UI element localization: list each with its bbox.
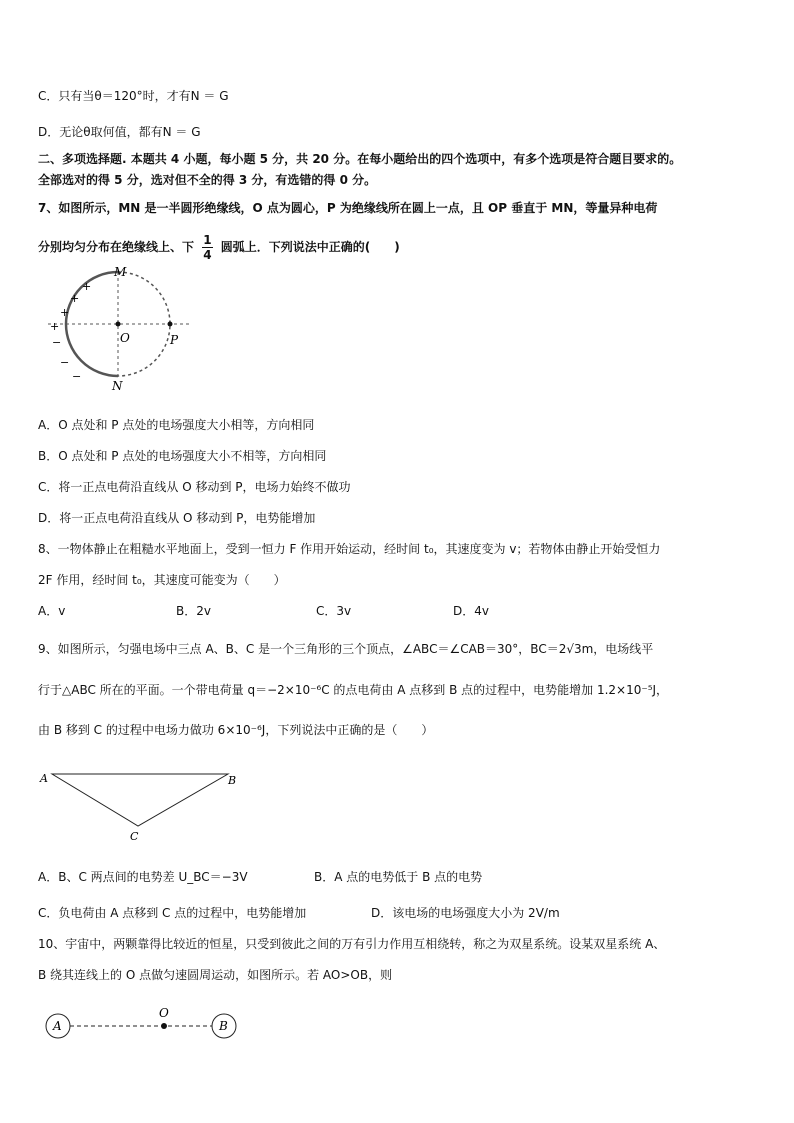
q9-stem-cont: 行于△ABC 所在的平面。一个带电荷量 q＝−2×10⁻⁶C 的点电荷由 A 点移到 B 点的过程中，电势能增加 1.2×10⁻⁵J， bbox=[38, 683, 669, 697]
q8-option-b: B．2v bbox=[176, 604, 211, 618]
option-d-previous: D．无论θ取何值，都有N ＝ G bbox=[38, 125, 201, 139]
q7-fraction-denominator: 4 bbox=[203, 248, 212, 262]
star-a-label: A bbox=[53, 1019, 62, 1033]
q7-figure bbox=[40, 262, 200, 402]
star-b-label: B bbox=[219, 1019, 228, 1033]
q8-stem: 8、一物体静止在粗糙水平地面上，受到一恒力 F 作用开始运动，经时间 t₀，其速度变为 v；若物体由静止开始受恒力 bbox=[38, 542, 661, 556]
center-dot bbox=[116, 322, 121, 327]
center-o-label: O bbox=[159, 1006, 169, 1020]
q9-stem: 9、如图所示，匀强电场中三点 A、B、C 是一个三角形的三个顶点，∠ABC＝∠CAB＝30°，BC＝2√3m，电场线平 bbox=[38, 642, 654, 656]
label-n: N bbox=[112, 379, 123, 393]
q9-option-a: A．B、C 两点间的电势差 U_BC＝−3V bbox=[38, 870, 248, 884]
q8-stem-cont: 2F 作用，经时间 t₀，其速度可能变为（ ） bbox=[38, 573, 286, 587]
label-o: O bbox=[120, 331, 130, 345]
q7-option-a: A．O 点处和 P 点处的电场强度大小相等，方向相同 bbox=[38, 418, 315, 432]
q7-fraction bbox=[202, 233, 212, 262]
q10-binary-star-figure bbox=[40, 1002, 250, 1046]
q7-stem: 7、如图所示，MN 是一半圆形绝缘线，O 点为圆心，P 为绝缘线所在圆上一点，且 OP 垂直于 MN，等量异种电荷 bbox=[38, 201, 658, 215]
q7-stem-part1: 分别均匀分布在绝缘线上、下 bbox=[38, 240, 195, 254]
plus-sign: + bbox=[70, 292, 80, 305]
q7-fraction-numerator: 1 bbox=[203, 233, 212, 247]
triangle-abc bbox=[52, 774, 228, 826]
plus-sign: + bbox=[82, 280, 92, 293]
option-c-previous: C．只有当θ＝120°时，才有N ＝ G bbox=[38, 89, 229, 103]
q9-option-d: D．该电场的电场强度大小为 2V/m bbox=[371, 906, 560, 920]
vertex-c-label: C bbox=[130, 830, 139, 843]
q9-option-b: B．A 点的电势低于 B 点的电势 bbox=[314, 870, 483, 884]
q8-option-a: A．v bbox=[38, 604, 66, 618]
vertex-a-label: A bbox=[40, 772, 48, 785]
section2-heading-cont: 全部选对的得 5 分，选对但不全的得 3 分，有选错的得 0 分。 bbox=[38, 173, 377, 187]
q10-stem: 10、宇宙中，两颗靠得比较近的恒星，只受到彼此之间的万有引力作用互相绕转，称之为双星系统。设某双星系统 A、 bbox=[38, 937, 666, 951]
q9-option-c: C．负电荷由 A 点移到 C 点的过程中，电势能增加 bbox=[38, 906, 307, 920]
section2-heading: 二、多项选择题. 本题共 4 小题，每小题 5 分，共 20 分。在每小题给出的四个选项中，有多个选项是符合题目要求的。 bbox=[38, 152, 682, 166]
plus-sign: + bbox=[50, 320, 60, 333]
q9-triangle-figure bbox=[38, 766, 248, 846]
q7-option-d: D．将一正点电荷沿直线从 O 移动到 P，电势能增加 bbox=[38, 511, 316, 525]
minus-sign: − bbox=[72, 370, 82, 383]
q7-option-c: C．将一正点电荷沿直线从 O 移动到 P，电场力始终不做功 bbox=[38, 480, 351, 494]
q7-option-b: B．O 点处和 P 点处的电场强度大小不相等，方向相同 bbox=[38, 449, 327, 463]
vertex-b-label: B bbox=[228, 774, 237, 787]
plus-sign: + bbox=[60, 306, 70, 319]
minus-sign: − bbox=[52, 336, 62, 349]
q8-option-c: C．3v bbox=[316, 604, 352, 618]
label-p: P bbox=[170, 333, 179, 347]
center-o-dot bbox=[161, 1023, 167, 1029]
q9-stem-cont2: 由 B 移到 C 的过程中电场力做功 6×10⁻⁶J，下列说法中正确的是（ ） bbox=[38, 723, 434, 737]
label-m: M bbox=[114, 265, 127, 279]
q7-stem-cont bbox=[38, 233, 400, 262]
minus-sign: − bbox=[60, 356, 70, 369]
q10-stem-cont: B 绕其连线上的 O 点做匀速圆周运动，如图所示。若 AO>OB，则 bbox=[38, 968, 393, 982]
point-p-dot bbox=[168, 322, 173, 327]
q8-option-d: D．4v bbox=[453, 604, 489, 618]
q7-stem-part2: 圆弧上．下列说法中正确的( ) bbox=[220, 240, 400, 254]
